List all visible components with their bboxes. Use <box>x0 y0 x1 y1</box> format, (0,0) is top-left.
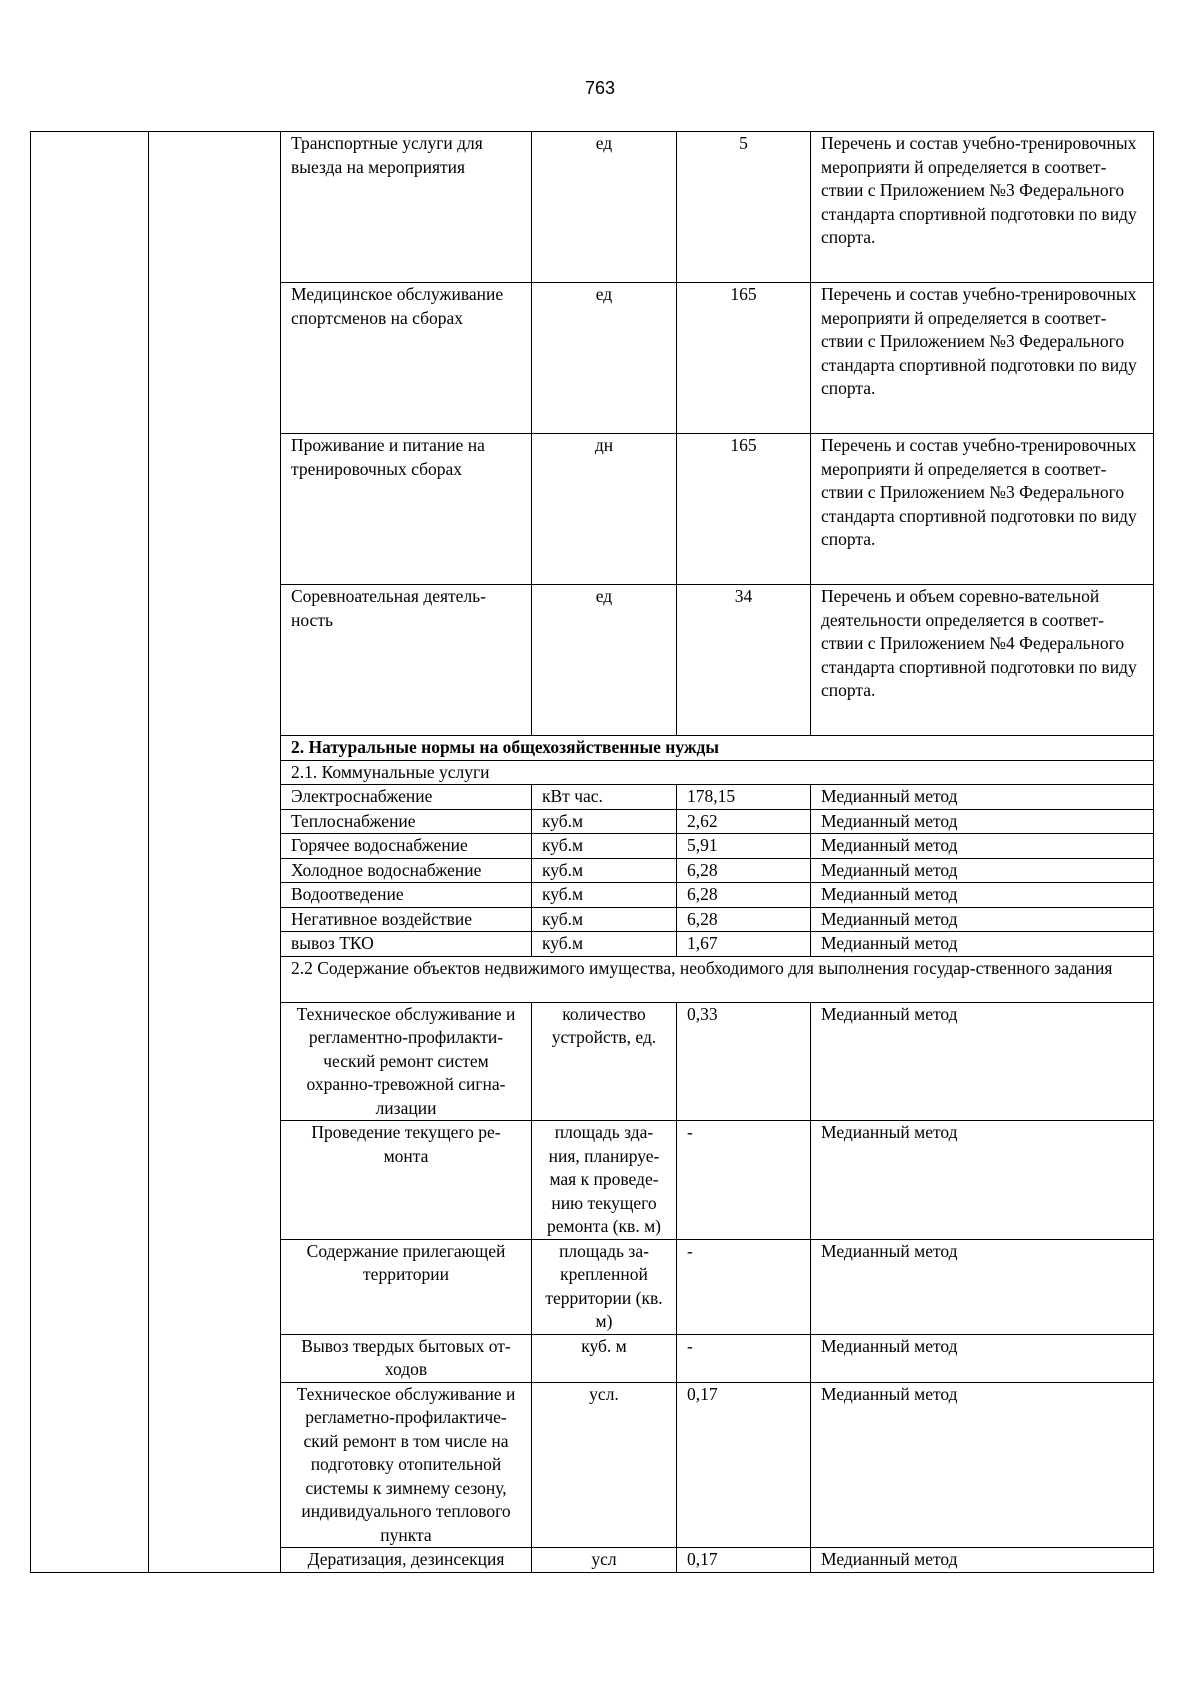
page-number: 763 <box>584 78 616 98</box>
cell-note: Перечень и состав учебно-тренировочных мероприяти й определяется в соответ-ствии с Приложением №3 Федерального стандарта спортивной подготовки по виду спорта. <box>811 132 1154 283</box>
cell-name: Вывоз твердых бытовых от-ходов <box>281 1334 532 1382</box>
cell-method: Медианный метод <box>811 932 1154 957</box>
cell-unit: кВт час. <box>532 785 677 810</box>
cell-name: Соревноательная деятель-ность <box>281 585 532 736</box>
cell-value: 6,28 <box>677 883 811 908</box>
cell-unit: куб.м <box>532 907 677 932</box>
cell-name: Теплоснабжение <box>281 809 532 834</box>
cell-value: 0,33 <box>677 1002 811 1121</box>
cell-value: 2,62 <box>677 809 811 834</box>
cell-method: Медианный метод <box>811 1121 1154 1240</box>
cell-method: Медианный метод <box>811 1002 1154 1121</box>
cell-unit: ед <box>532 132 677 283</box>
cell-method: Медианный метод <box>811 785 1154 810</box>
cell-method: Медианный метод <box>811 809 1154 834</box>
blank-column-1 <box>31 132 149 1573</box>
cell-name: Транспортные услуги для выезда на мероприятия <box>281 132 532 283</box>
table-row <box>31 132 1154 283</box>
cell-value: 0,17 <box>677 1382 811 1548</box>
cell-unit: ед <box>532 585 677 736</box>
cell-unit: усл. <box>532 1382 677 1548</box>
cell-value: 178,15 <box>677 785 811 810</box>
norms-table <box>30 131 1154 1573</box>
cell-method: Медианный метод <box>811 1382 1154 1548</box>
cell-value: 165 <box>677 434 811 585</box>
cell-method: Медианный метод <box>811 1334 1154 1382</box>
cell-note: Перечень и состав учебно-тренировочных мероприяти й определяется в соответ-ствии с Приложением №3 Федерального стандарта спортивной подготовки по виду спорта. <box>811 434 1154 585</box>
cell-unit: куб.м <box>532 834 677 859</box>
cell-name: Медицинское обслуживание спортсменов на сборах <box>281 283 532 434</box>
cell-value: 5 <box>677 132 811 283</box>
cell-name: Горячее водоснабжение <box>281 834 532 859</box>
cell-name: Электроснабжение <box>281 785 532 810</box>
cell-name: Холодное водоснабжение <box>281 858 532 883</box>
cell-unit: площадь за-крепленной территории (кв. м) <box>532 1239 677 1334</box>
cell-name: Дератизация, дезинсекция <box>281 1548 532 1573</box>
cell-unit: куб.м <box>532 883 677 908</box>
cell-note: Перечень и объем соревно-вательной деятельности определяется в соответ-ствии с Приложением №4 Федерального стандарта спортивной подготовки по виду спорта. <box>811 585 1154 736</box>
cell-value: 5,91 <box>677 834 811 859</box>
cell-name: Техническое обслуживание и регламетно-профилактиче-ский ремонт в том числе на подготовку отопительной системы к зимнему сезону, индивидуального теплового пункта <box>281 1382 532 1548</box>
cell-name: вывоз ТКО <box>281 932 532 957</box>
blank-column-2 <box>149 132 281 1573</box>
cell-method: Медианный метод <box>811 907 1154 932</box>
cell-value: 1,67 <box>677 932 811 957</box>
cell-unit: куб. м <box>532 1334 677 1382</box>
section-2-1-title: 2.1. Коммунальные услуги <box>281 760 1154 785</box>
cell-value: 34 <box>677 585 811 736</box>
cell-method: Медианный метод <box>811 858 1154 883</box>
cell-unit: куб.м <box>532 809 677 834</box>
cell-method: Медианный метод <box>811 883 1154 908</box>
cell-value: 6,28 <box>677 907 811 932</box>
cell-name: Проведение текущего ре-монта <box>281 1121 532 1240</box>
section-2-2-title: 2.2 Содержание объектов недвижимого имущества, необходимого для выполнения государ-ственного задания <box>281 956 1154 1002</box>
cell-name: Содержание прилегающей территории <box>281 1239 532 1334</box>
cell-unit: количество устройств, ед. <box>532 1002 677 1121</box>
cell-unit: дн <box>532 434 677 585</box>
cell-value: 165 <box>677 283 811 434</box>
cell-value: 0,17 <box>677 1548 811 1573</box>
cell-value: - <box>677 1334 811 1382</box>
cell-method: Медианный метод <box>811 1239 1154 1334</box>
cell-name: Техническое обслуживание и регламентно-профилакти-ческий ремонт систем охранно-тревожной сигна-лизации <box>281 1002 532 1121</box>
cell-name: Водоотведение <box>281 883 532 908</box>
cell-method: Медианный метод <box>811 834 1154 859</box>
cell-name: Проживание и питание на тренировочных сборах <box>281 434 532 585</box>
cell-unit: куб.м <box>532 858 677 883</box>
cell-unit: площадь зда-ния, планируе-мая к проведе-нию текущего ремонта (кв. м) <box>532 1121 677 1240</box>
cell-unit: усл <box>532 1548 677 1573</box>
cell-value: - <box>677 1121 811 1240</box>
section-2-title: 2. Натуральные нормы на общехозяйственные нужды <box>281 736 1154 761</box>
cell-value: - <box>677 1239 811 1334</box>
cell-note: Перечень и состав учебно-тренировочных мероприяти й определяется в соответ-ствии с Приложением №3 Федерального стандарта спортивной подготовки по виду спорта. <box>811 283 1154 434</box>
cell-unit: куб.м <box>532 932 677 957</box>
cell-method: Медианный метод <box>811 1548 1154 1573</box>
cell-name: Негативное воздействие <box>281 907 532 932</box>
cell-unit: ед <box>532 283 677 434</box>
cell-value: 6,28 <box>677 858 811 883</box>
